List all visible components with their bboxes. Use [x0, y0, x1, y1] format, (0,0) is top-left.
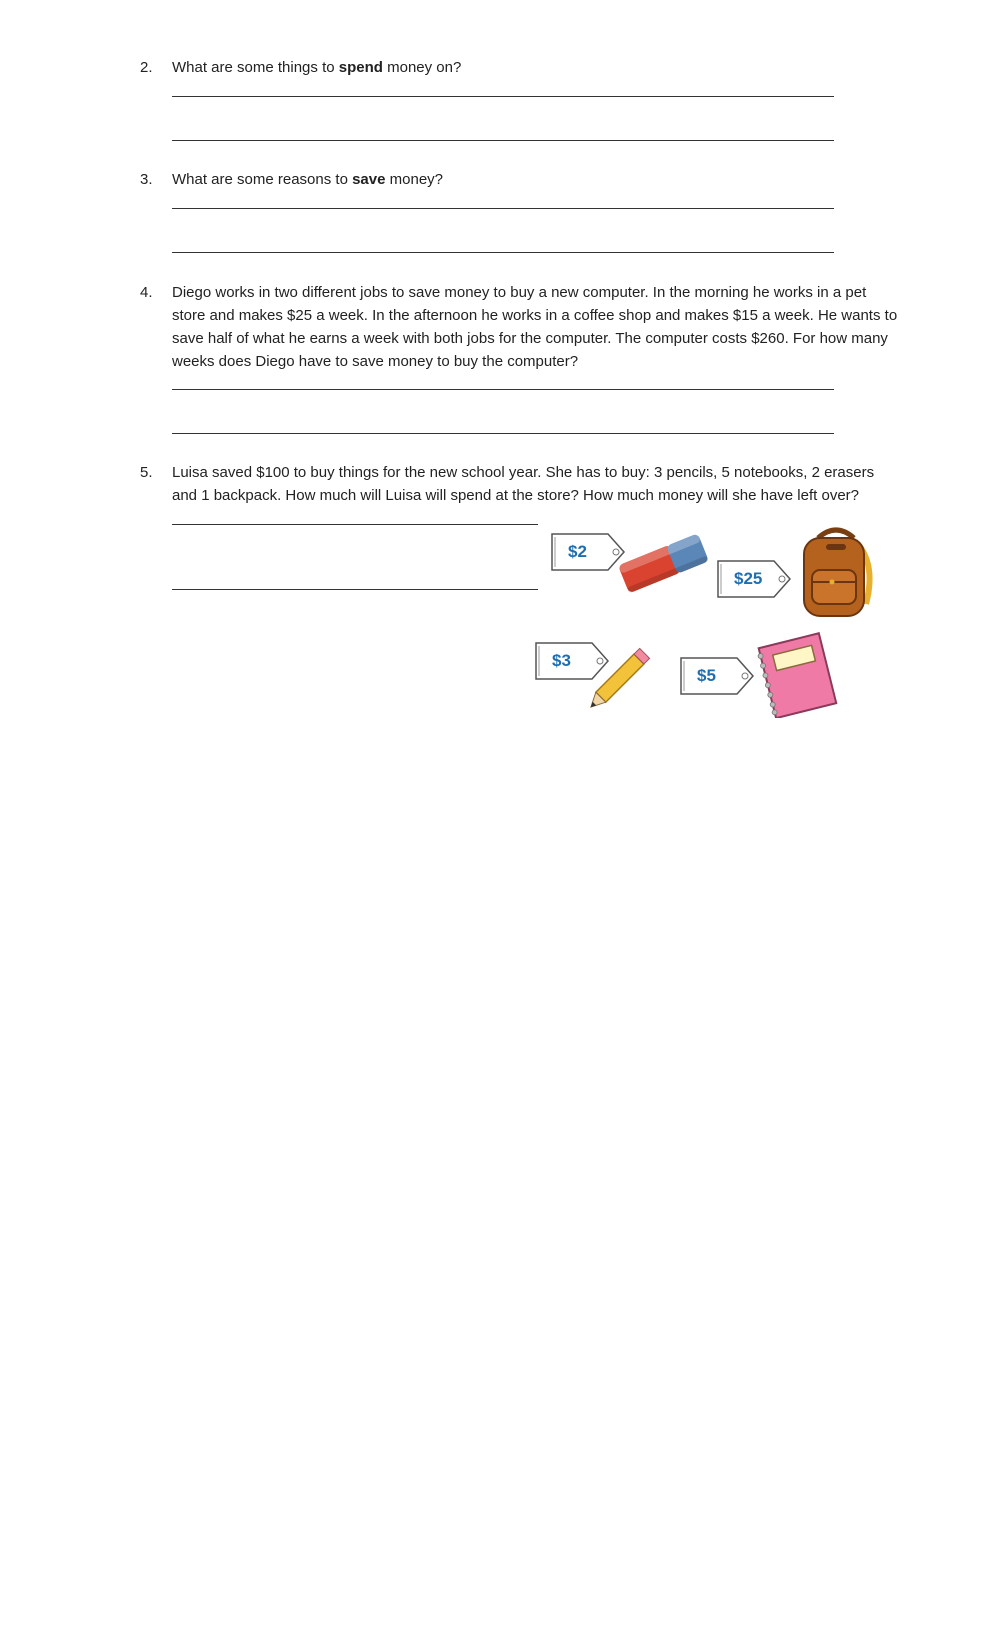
price-label: $2: [568, 542, 587, 561]
question-3: [140, 168, 930, 191]
answer-line[interactable]: [172, 589, 538, 590]
price-label: $25: [734, 569, 763, 588]
pencil-icon: [584, 640, 660, 712]
question-number: 3.: [140, 171, 153, 188]
question-text: What are some reasons to save money?: [172, 171, 444, 188]
answer-line[interactable]: [172, 96, 834, 97]
price-tag-notebook: [679, 656, 755, 696]
question-number: 4.: [140, 284, 153, 301]
question-text: What are some things to spend money on?: [172, 59, 462, 76]
backpack-icon: [796, 526, 876, 620]
question-5: [140, 461, 902, 507]
eraser-icon: [612, 528, 716, 596]
answer-line[interactable]: [172, 433, 834, 434]
question-2: [140, 56, 930, 79]
price-label: $3: [552, 651, 571, 670]
answer-line[interactable]: [172, 208, 834, 209]
question-number: 2.: [140, 59, 153, 76]
price-tag-backpack: [716, 559, 792, 599]
question-number: 5.: [140, 464, 153, 481]
notebook-icon: [752, 630, 840, 718]
question-text: Luisa saved $100 to buy things for the new school year. She has to buy: 3 pencils, 5 notebooks, 2 erasers and 1 backpack. How much will Luisa will spend at the store? How much money will she have left over?: [172, 464, 875, 504]
question-4: [140, 281, 902, 373]
answer-line[interactable]: [172, 389, 834, 390]
answer-line[interactable]: [172, 524, 538, 525]
answer-line[interactable]: [172, 252, 834, 253]
price-label: $5: [697, 666, 716, 685]
answer-line[interactable]: [172, 140, 834, 141]
question-text: Diego works in two different jobs to save money to buy a new computer. In the morning he works in a pet store and makes $25 a week. In the afternoon he works in a coffee shop and makes $15 a week. He wants to save half of what he earns a week with both jobs for the computer. The computer costs $260. For how many weeks does Diego have to save money to buy the computer?: [172, 284, 898, 370]
